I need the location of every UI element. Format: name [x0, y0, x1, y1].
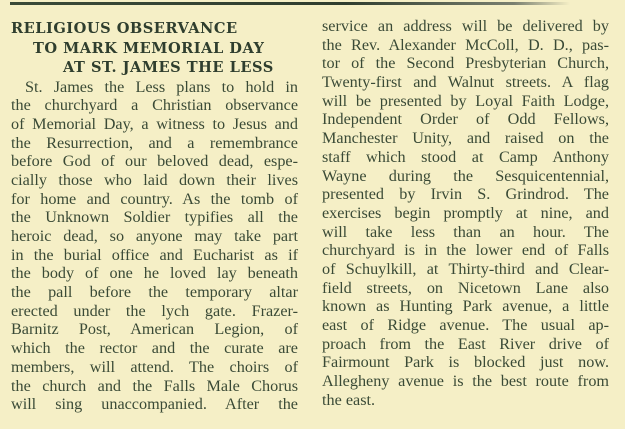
top-rule — [10, 2, 570, 5]
text-line: heroic dead, so anyone may take part — [11, 227, 298, 245]
text-line: before God of our beloved dead, espe- — [11, 152, 298, 171]
headline — [11, 19, 298, 78]
text-line: the church and the Falls Male Chorus — [11, 376, 298, 395]
text-line: churchyard is in the lower end of Falls — [322, 241, 609, 260]
text-line: will sing unaccompanied. After the — [11, 395, 298, 414]
text-line: the Rev. Alexander McColl, D. D., pas- — [322, 35, 609, 54]
headline-line-3: AT ST. JAMES THE LESS — [63, 59, 274, 76]
text-line: the Unknown Soldier typifies all the — [11, 208, 298, 227]
text-line: in the burial office and Eucharist as if — [11, 245, 298, 264]
text-line: will be presented by Loyal Faith Lodge, — [322, 91, 609, 110]
text-line: Fairmount Park is blocked just now. — [322, 353, 609, 372]
text-line: field streets, on Nicetown Lane also — [322, 278, 609, 297]
text-line: Barnitz Post, American Legion, of — [11, 320, 298, 339]
left-column — [11, 19, 298, 414]
text-line: the pall before the temporary altar — [11, 283, 298, 302]
text-line: Allegheny avenue is the best route from — [322, 372, 609, 391]
text-line: proach from the East River drive of — [322, 334, 609, 353]
text-line: for home and country. As the tomb of — [11, 189, 298, 208]
text-line: erected under the lych gate. Frazer- — [11, 301, 298, 320]
text-line: Twenty-first and Walnut streets. A flag — [322, 73, 609, 92]
text-line: of Schuylkill, at Thirty-third and Clear- — [322, 259, 609, 278]
text-line: staff which stood at Camp Anthony — [322, 147, 609, 166]
text-line: the churchyard a Christian observance — [11, 96, 298, 115]
text-line: known as Hunting Park avenue, a little — [322, 297, 609, 316]
text-line: will take less than an hour. The — [322, 222, 609, 241]
left-body — [11, 78, 298, 414]
text-line: Independent Order of Odd Fellows, — [322, 110, 609, 129]
text-line: of Memorial Day, a witness to Jesus and — [11, 114, 298, 133]
right-column — [322, 17, 609, 409]
text-line: cially those who laid down their lives — [11, 170, 298, 189]
text-line: St. James the Less plans to hold in — [25, 77, 298, 96]
text-line: service an address will be delivered by — [322, 17, 609, 35]
headline-line-2: TO MARK MEMORIAL DAY — [33, 39, 265, 57]
text-line: the east. — [322, 390, 376, 409]
text-line: Manchester Unity, and raised on the — [322, 129, 609, 148]
text-line: the Resurrection, and a remembrance — [11, 133, 298, 152]
text-line: presented by Irvin S. Grindrod. The — [322, 185, 609, 204]
text-line: tor of the Second Presbyterian Church, — [322, 54, 609, 73]
text-line: which the rector and the curate are — [11, 339, 298, 358]
text-line: Wayne during the Sesquicentennial, — [322, 166, 609, 185]
text-line: east of Ridge avenue. The usual ap- — [322, 316, 609, 334]
text-line: exercises begin promptly at nine, and — [322, 203, 609, 222]
text-line: members, will attend. The choirs of — [11, 357, 298, 376]
headline-line-1: RELIGIOUS OBSERVANCE — [11, 20, 238, 37]
text-line: the body of one he loved lay beneath — [11, 264, 298, 283]
